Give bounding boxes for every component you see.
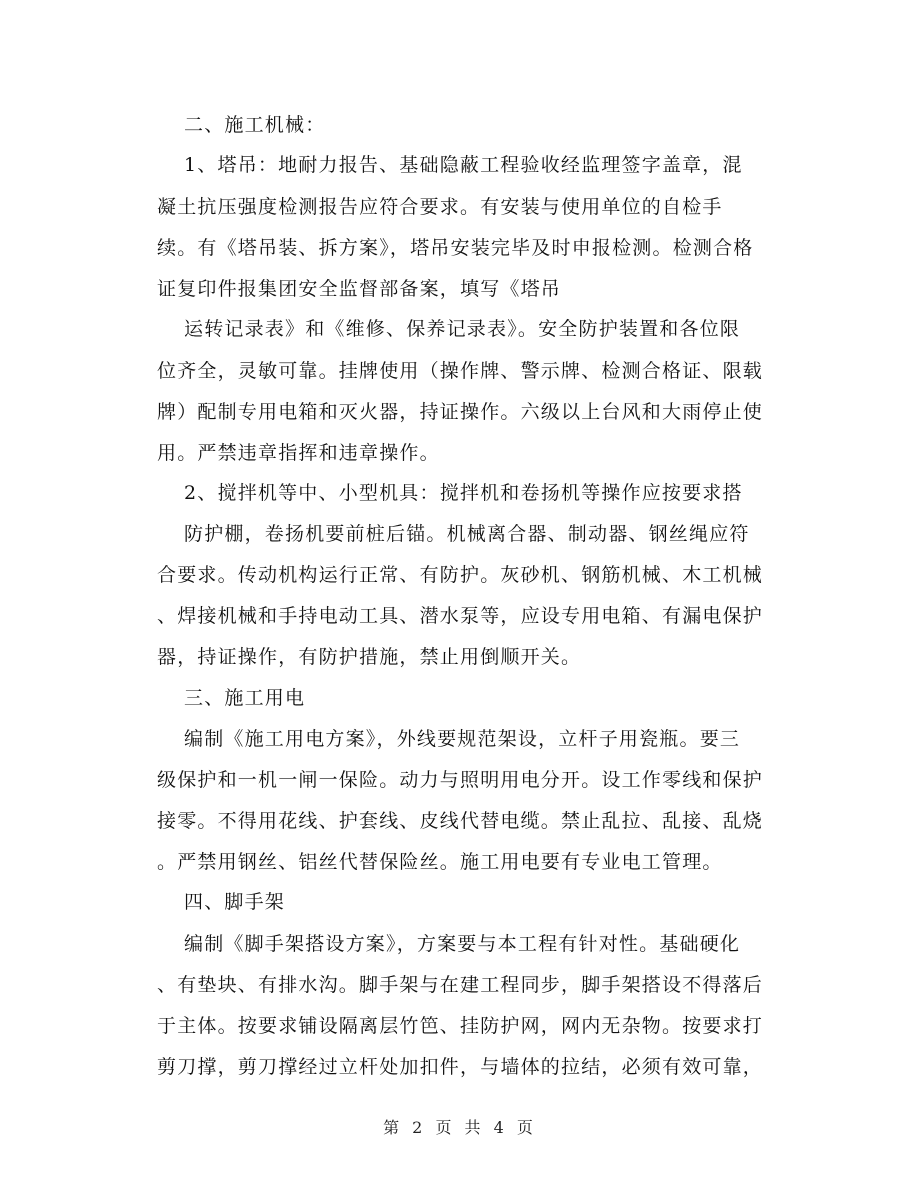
- paragraph-line: 、焊接机械和手持电动工具、潜水泵等，应设专用电箱、有漏电保护: [157, 605, 764, 627]
- paragraph-line: 、有垫块、有排水沟。脚手架与在建工程同步，脚手架搭设不得落后: [157, 974, 764, 996]
- paragraph-line: 证复印件报集团安全监督部备案，填写《塔吊: [157, 278, 562, 300]
- paragraph-line: 防护棚，卷扬机要前桩后锚。机械离合器、制动器、钢丝绳应符: [184, 523, 750, 545]
- paragraph-line: 凝土抗压强度检测报告应符合要求。有安装与使用单位的自检手: [157, 196, 723, 218]
- paragraph-line: 续。有《塔吊装、拆方案》，塔吊安装完毕及时申报检测。检测合格: [157, 237, 754, 259]
- paragraph-line: 位齐全，灵敏可靠。挂牌使用（操作牌、警示牌、检测合格证、限载: [157, 360, 764, 382]
- page-number-footer: 第 2 页 共 4 页: [383, 1118, 537, 1137]
- paragraph-line: 剪刀撑，剪刀撑经过立杆处加扣件，与墙体的拉结，必须有效可靠，: [157, 1056, 764, 1078]
- section-heading-electricity: 三、施工用电: [184, 687, 306, 709]
- paragraph-line: 于主体。按要求铺设隔离层竹笆、挂防护网，网内无杂物。按要求打: [157, 1015, 764, 1037]
- paragraph-line: 编制《施工用电方案》，外线要规范架设，立杆子用瓷瓶。要三: [184, 728, 741, 750]
- paragraph-line: 器，持证操作，有防护措施，禁止用倒顺开关。: [157, 646, 582, 668]
- paragraph-line: 用。严禁违章指挥和违章操作。: [157, 442, 440, 464]
- paragraph-line: 。严禁用钢丝、铝丝代替保险丝。施工用电要有专业电工管理。: [157, 851, 723, 873]
- paragraph-line: 运转记录表》和《维修、保养记录表》。安全防护装置和各位限: [184, 318, 741, 340]
- paragraph-line: 编制《脚手架搭设方案》，方案要与本工程有针对性。基础硬化: [184, 933, 741, 955]
- paragraph-line: 级保护和一机一闸一保险。动力与照明用电分开。设工作零线和保护: [157, 769, 764, 791]
- paragraph-line: 牌）配制专用电箱和灭火器，持证操作。六级以上台风和大雨停止使: [157, 401, 764, 423]
- paragraph-line: 1、塔吊：地耐力报告、基础隐蔽工程验收经监理签字盖章，混: [184, 154, 743, 176]
- section-heading-machinery: 二、施工机械：: [184, 114, 326, 136]
- paragraph-line: 合要求。传动机构运行正常、有防护。灰砂机、钢筋机械、木工机械: [157, 564, 764, 586]
- paragraph-line: 2、搅拌机等中、小型机具：搅拌机和卷扬机等操作应按要求搭: [184, 482, 743, 504]
- paragraph-line: 接零。不得用花线、护套线、皮线代替电缆。禁止乱拉、乱接、乱烧: [157, 810, 764, 832]
- section-heading-scaffolding: 四、脚手架: [184, 891, 286, 913]
